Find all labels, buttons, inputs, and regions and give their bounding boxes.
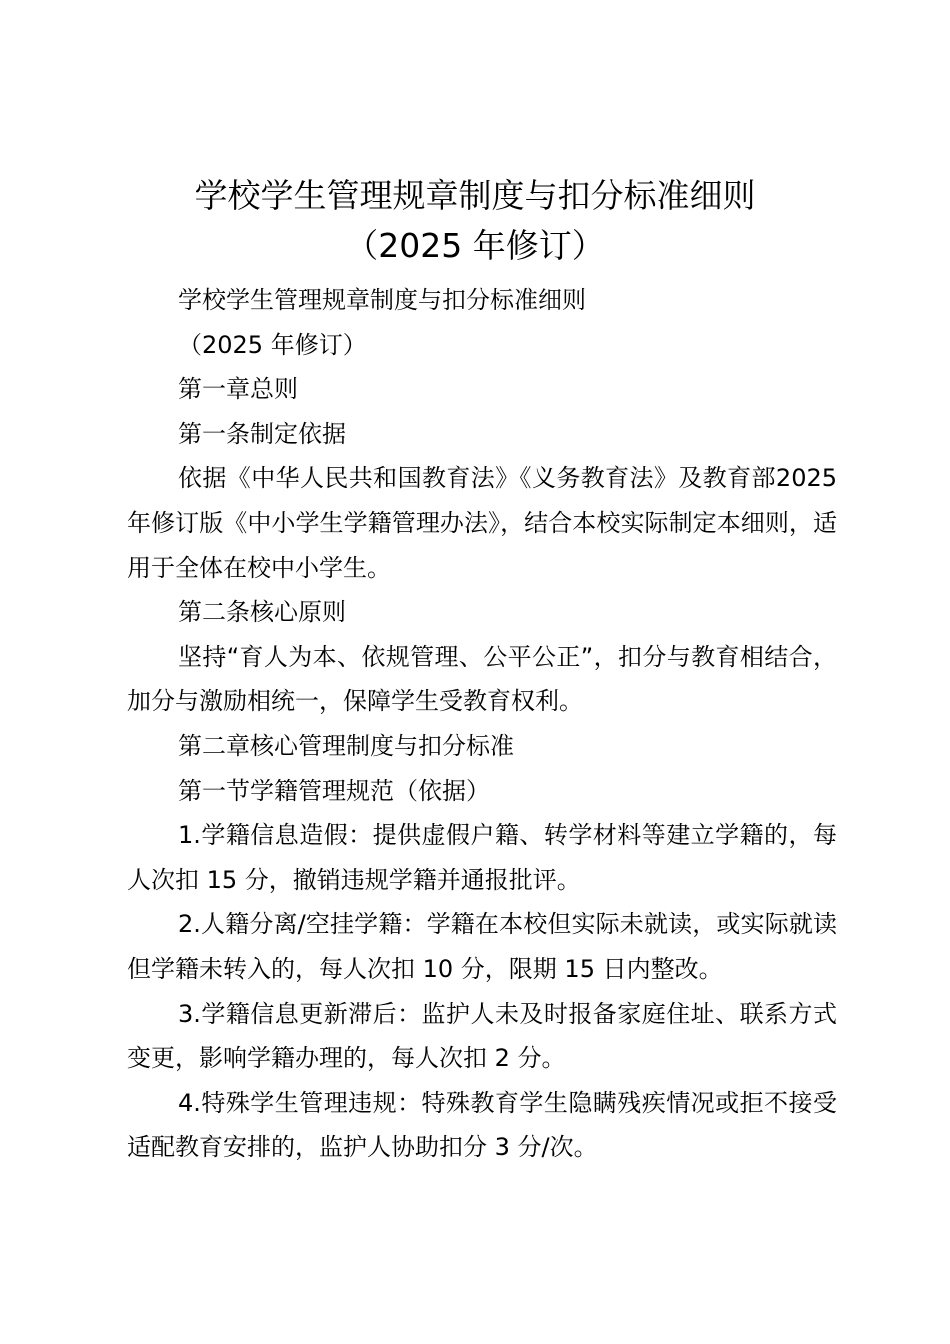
body-subtitle: 学校学生管理规章制度与扣分标准细则	[178, 286, 586, 314]
rule-item: 3.学籍信息更新滞后：监护人未及时报备家庭住址、联系方式变更，影响学籍办理的，每人次扣 2 分。	[127, 999, 837, 1073]
chapter-heading: 第二章核心管理制度与扣分标准	[178, 731, 514, 760]
article-heading: 第二条核心原则	[178, 598, 346, 627]
rule-item: 1.学籍信息造假：提供虚假户籍、转学材料等建立学籍的，每人次扣 15 分，撤销违规学籍并通报批评。	[127, 821, 837, 894]
document-body	[127, 278, 837, 1170]
article-heading: 第一条制定依据	[178, 419, 346, 448]
article-paragraph: 依据《中华人民共和国教育法》《义务教育法》及教育部2025 年修订版《中小学生学籍管理办法》，结合本校实际制定本细则，适用于全体在校中小学生。	[127, 464, 837, 582]
document-title-revision: （2025 年修订）	[345, 226, 605, 265]
rule-item: 2.人籍分离/空挂学籍：学籍在本校但实际未就读，或实际就读但学籍未转入的，每人次扣 10 分，限期 15 日内整改。	[127, 910, 837, 983]
body-revision-note: （2025 年修订）	[178, 330, 367, 359]
section-heading: 第一节学籍管理规范（依据）	[178, 776, 490, 805]
article-paragraph: 坚持“育人为本、依规管理、公平公正”，扣分与教育相结合，加分与激励相统一，保障学生受教育权利。	[127, 642, 837, 716]
rule-item: 4.特殊学生管理违规：特殊教育学生隐瞒残疾情况或拒不接受适配教育安排的，监护人协助扣分 3 分/次。	[127, 1088, 837, 1162]
chapter-heading: 第一章总则	[178, 375, 298, 404]
document-title: 学校学生管理规章制度与扣分标准细则	[194, 176, 756, 215]
